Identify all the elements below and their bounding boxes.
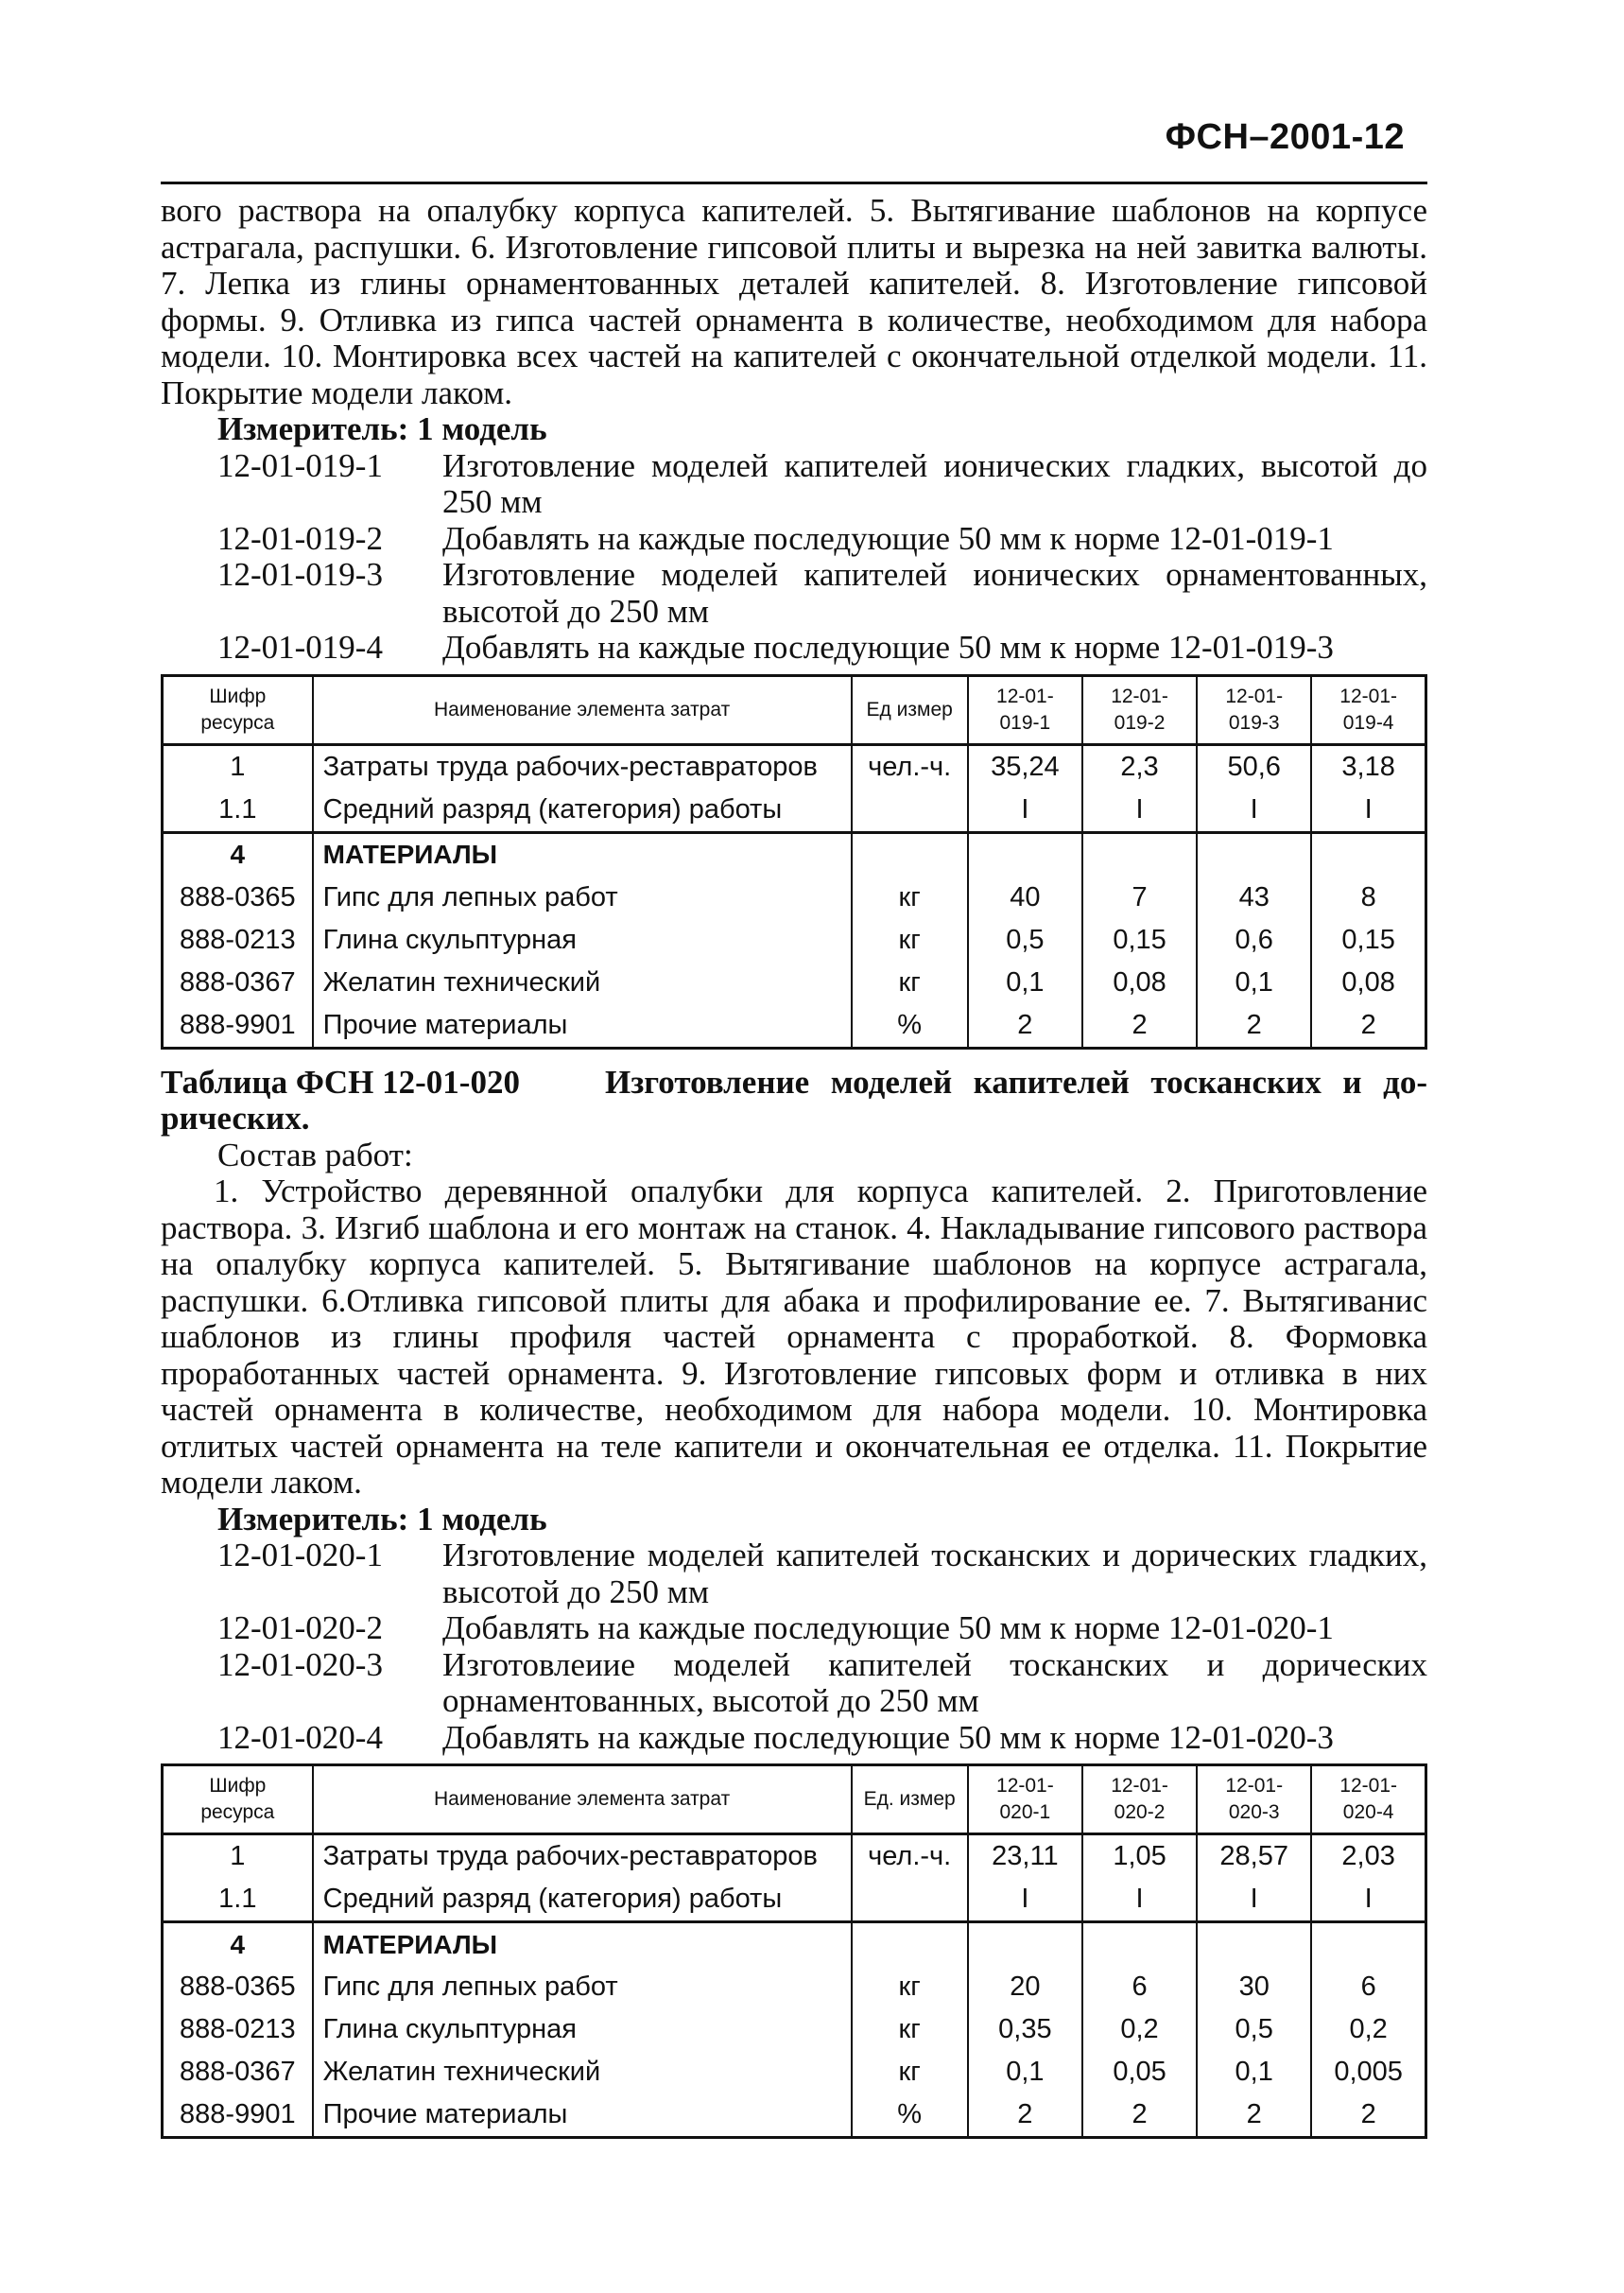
- table-cell: кг: [852, 2008, 968, 2051]
- table-cell: I: [1311, 789, 1425, 833]
- table-row: [163, 744, 1426, 789]
- norm-text: Добавлять на каждые последующие 50 мм к норме 12-01-020-1: [442, 1609, 1334, 1646]
- norm-code: 12-01-020-3: [217, 1645, 383, 1683]
- table-cell: [1311, 832, 1425, 877]
- norm-item: [161, 557, 1427, 630]
- resource-table-019: [161, 674, 1427, 1050]
- table-cell: 1.1: [163, 1878, 313, 1922]
- table-cell: 0,1: [968, 2051, 1082, 2093]
- table-cell: 2: [1311, 2093, 1425, 2138]
- norm-text: Изготовлеиие моделей капителей тосканских и дорических орнаментованных, высотой до 250 мм: [442, 1645, 1427, 1719]
- work-composition-continued: вого раствора на опалубку корпуса капителей. 5. Вытягивание шаблонов на корпусе астрагала, распушки. 6. Изготовление гипсовой плиты и вырезка на ней завитка валюты. 7. Лепка из глины орнаментованных деталей капителей. 8. Изготовление гипсовой формы. 9. Отливка из гипса частей орнамента в количестве, необходимом для набора модели. 10. Монтировка всех частей на капителей с окончательной отделкой модели. 11. Покрытие модели лаком.: [161, 192, 1427, 411]
- table-cell: 2: [1197, 2093, 1311, 2138]
- table-cell: Затраты труда рабочих-реставраторов: [313, 744, 852, 789]
- norm-text: Добавлять на каждые последующие 50 мм к норме 12-01-019-1: [442, 519, 1334, 557]
- table-cell: 888-9901: [163, 1004, 313, 1049]
- document-code: ФСН–2001-12: [1165, 117, 1405, 157]
- table-cell: 2: [1082, 2093, 1197, 2138]
- table-header-row: [163, 675, 1426, 744]
- table-row: [163, 1004, 1426, 1049]
- table-cell: кг: [852, 877, 968, 919]
- header-rule: [161, 182, 1427, 184]
- resource-table-020: [161, 1763, 1427, 2139]
- table-cell: [1197, 832, 1311, 877]
- norms-list: [161, 1537, 1427, 1756]
- table-cell: Глина скульптурная: [313, 2008, 852, 2051]
- work-composition-text: 1. Устройство деревянной опалубки для корпуса капителей. 2. Приготовление раствора. 3. Изгиб шаблона и его монтаж на станок. 4. Накладывание гипсового раствора на опалубку корпуса капителей. 5. Вытягивание шаблонов на корпусе астрагала, распушки. 6.Отливка гипсовой плиты для абака и профилирование ее. 7. Вытягиванис шаблонов из глины профиля частей орнамента с проработкой. 8. Формовка проработанных частей орнамента. 9. Изготовление гипсовых форм и отливка в них частей орнамента в количестве, необходимом для набора модели. 10. Монтировка отлитых частей орнамента на теле капители и окончательная ее отделка. 11. Покрытие модели лаком.: [161, 1173, 1427, 1501]
- page-content: [161, 193, 1427, 2139]
- column-header: 12-01-020-2: [1082, 1765, 1197, 1834]
- table-cell: чел.-ч.: [852, 744, 968, 789]
- column-header: Наименование элемента затрат: [313, 675, 852, 744]
- table-cell: I: [1082, 789, 1197, 833]
- column-header: Шифр ресурса: [163, 1765, 313, 1834]
- table-cell: Прочие материалы: [313, 2093, 852, 2138]
- table-cell: [968, 832, 1082, 877]
- table-cell: I: [1082, 1878, 1197, 1922]
- norm-item: [161, 630, 1427, 667]
- table-cell: 1,05: [1082, 1834, 1197, 1879]
- table-row: [163, 2093, 1426, 2138]
- table-cell: 4: [163, 832, 313, 877]
- table-cell: 0,08: [1311, 962, 1425, 1004]
- table-cell: [1082, 1922, 1197, 1967]
- table-cell: 2: [968, 2093, 1082, 2138]
- table-cell: 2,03: [1311, 1834, 1425, 1879]
- table-cell: Средний разряд (категория) работы: [313, 789, 852, 833]
- table-cell: 888-0213: [163, 2008, 313, 2051]
- norms-list: [161, 448, 1427, 667]
- norm-code: 12-01-019-3: [217, 556, 383, 593]
- table-cell: чел.-ч.: [852, 1834, 968, 1879]
- table-cell: 1: [163, 1834, 313, 1879]
- table-row: [163, 1966, 1426, 2008]
- table-cell: 888-0365: [163, 1966, 313, 2008]
- table-cell: 2: [1082, 1004, 1197, 1049]
- table-cell: 4: [163, 1922, 313, 1967]
- column-header: 12-01-020-4: [1311, 1765, 1425, 1834]
- table-cell: 3,18: [1311, 744, 1425, 789]
- table-cell: 0,5: [968, 919, 1082, 962]
- column-header: 12-01-019-1: [968, 675, 1082, 744]
- table-cell: 888-0365: [163, 877, 313, 919]
- norm-code: 12-01-019-1: [217, 446, 383, 484]
- table-cell: 0,35: [968, 2008, 1082, 2051]
- table-cell: 0,005: [1311, 2051, 1425, 2093]
- table-row: [163, 2008, 1426, 2051]
- table-row: [163, 1834, 1426, 1879]
- table-cell: Прочие материалы: [313, 1004, 852, 1049]
- table-row: [163, 1922, 1426, 1967]
- norm-item: [161, 521, 1427, 558]
- meter-label: Измеритель: 1 модель: [217, 410, 547, 447]
- column-header: Ед измер: [852, 675, 968, 744]
- table-cell: кг: [852, 962, 968, 1004]
- table-cell: 50,6: [1197, 744, 1311, 789]
- norm-text: Изготовление моделей капителей ионических гладких, высотой до 250 мм: [442, 446, 1427, 520]
- norm-code: 12-01-019-4: [217, 629, 383, 666]
- norm-code: 12-01-020-2: [217, 1609, 383, 1646]
- table-cell: Гипс для лепных работ: [313, 877, 852, 919]
- column-header: 12-01-019-3: [1197, 675, 1311, 744]
- meter-label: Измеритель: 1 модель: [217, 1500, 547, 1537]
- table-title: [161, 1065, 1427, 1102]
- norm-item: [161, 448, 1427, 521]
- table-cell: 0,05: [1082, 2051, 1197, 2093]
- table-cell: [852, 1878, 968, 1922]
- table-cell: 888-0367: [163, 2051, 313, 2093]
- table-cell: I: [968, 1878, 1082, 1922]
- norm-text: Изготовление моделей капителей ионических орнаментованных, высотой до 250 мм: [442, 556, 1427, 630]
- table-cell: 28,57: [1197, 1834, 1311, 1879]
- table-cell: 40: [968, 877, 1082, 919]
- table-cell: кг: [852, 2051, 968, 2093]
- table-cell: [1082, 832, 1197, 877]
- table-cell: Желатин технический: [313, 962, 852, 1004]
- table-cell: [1311, 1922, 1425, 1967]
- table-cell: 7: [1082, 877, 1197, 919]
- table-cell: I: [1197, 789, 1311, 833]
- table-cell: 30: [1197, 1966, 1311, 2008]
- table-cell: 2: [1311, 1004, 1425, 1049]
- table-cell: 1: [163, 744, 313, 789]
- table-cell: [852, 832, 968, 877]
- table-cell: МАТЕРИАЛЫ: [313, 1922, 852, 1967]
- norm-text: Изготовление моделей капителей тосканских и дорических гладких, высотой до 250 мм: [442, 1537, 1427, 1610]
- norm-item: [161, 1720, 1427, 1757]
- norm-code: 12-01-020-1: [217, 1537, 383, 1573]
- table-cell: 888-9901: [163, 2093, 313, 2138]
- table-cell: 2: [1197, 1004, 1311, 1049]
- table-cell: 0,1: [968, 962, 1082, 1004]
- work-composition-label: Состав работ:: [217, 1136, 413, 1173]
- table-cell: I: [1197, 1878, 1311, 1922]
- table-name: Изготовление моделей капителей тосканских и до-: [605, 1063, 1427, 1101]
- column-header: Наименование элемента затрат: [313, 1765, 852, 1834]
- column-header: Шифр ресурса: [163, 675, 313, 744]
- table-cell: %: [852, 2093, 968, 2138]
- table-cell: 43: [1197, 877, 1311, 919]
- table-cell: 6: [1311, 1966, 1425, 2008]
- norm-text: Добавлять на каждые последующие 50 мм к норме 12-01-020-3: [442, 1718, 1334, 1756]
- column-header: 12-01-020-1: [968, 1765, 1082, 1834]
- table-cell: кг: [852, 1966, 968, 2008]
- norm-item: [161, 1610, 1427, 1647]
- table-row: [163, 2051, 1426, 2093]
- table-cell: 0,1: [1197, 2051, 1311, 2093]
- table-cell: 23,11: [968, 1834, 1082, 1879]
- table-cell: %: [852, 1004, 968, 1049]
- table-cell: [1197, 1922, 1311, 1967]
- table-number: Таблица ФСН 12-01-020: [161, 1063, 520, 1101]
- table-row: [163, 919, 1426, 962]
- norm-text: Добавлять на каждые последующие 50 мм к норме 12-01-019-3: [442, 629, 1334, 666]
- table-cell: кг: [852, 919, 968, 962]
- table-header-row: [163, 1765, 1426, 1834]
- table-row: [163, 962, 1426, 1004]
- table-row: [163, 832, 1426, 877]
- table-cell: Затраты труда рабочих-реставраторов: [313, 1834, 852, 1879]
- table-cell: 1.1: [163, 789, 313, 833]
- table-cell: 0,2: [1082, 2008, 1197, 2051]
- table-cell: 0,1: [1197, 962, 1311, 1004]
- norm-code: 12-01-019-2: [217, 519, 383, 557]
- table-name-continued: рических.: [161, 1100, 310, 1137]
- table-cell: 0,15: [1082, 919, 1197, 962]
- table-cell: I: [968, 789, 1082, 833]
- table-cell: I: [1311, 1878, 1425, 1922]
- column-header: 12-01-020-3: [1197, 1765, 1311, 1834]
- table-cell: 2,3: [1082, 744, 1197, 789]
- column-header: 12-01-019-2: [1082, 675, 1197, 744]
- norm-item: [161, 1537, 1427, 1610]
- table-row: [163, 877, 1426, 919]
- norm-code: 12-01-020-4: [217, 1718, 383, 1756]
- table-row: [163, 789, 1426, 833]
- table-cell: 888-0367: [163, 962, 313, 1004]
- table-cell: МАТЕРИАЛЫ: [313, 832, 852, 877]
- table-cell: 0,08: [1082, 962, 1197, 1004]
- table-cell: 6: [1082, 1966, 1197, 2008]
- table-cell: Гипс для лепных работ: [313, 1966, 852, 2008]
- table-cell: 2: [968, 1004, 1082, 1049]
- table-cell: 35,24: [968, 744, 1082, 789]
- table-cell: 0,15: [1311, 919, 1425, 962]
- table-cell: 0,2: [1311, 2008, 1425, 2051]
- table-row: [163, 1878, 1426, 1922]
- column-header: 12-01-019-4: [1311, 675, 1425, 744]
- table-cell: Средний разряд (категория) работы: [313, 1878, 852, 1922]
- table-cell: [852, 1922, 968, 1967]
- table-cell: [852, 789, 968, 833]
- norm-item: [161, 1647, 1427, 1720]
- table-cell: 0,6: [1197, 919, 1311, 962]
- table-cell: 0,5: [1197, 2008, 1311, 2051]
- table-cell: Желатин технический: [313, 2051, 852, 2093]
- table-cell: 20: [968, 1966, 1082, 2008]
- table-cell: 888-0213: [163, 919, 313, 962]
- table-cell: 8: [1311, 877, 1425, 919]
- table-cell: [968, 1922, 1082, 1967]
- table-cell: Глина скульптурная: [313, 919, 852, 962]
- column-header: Ед. измер: [852, 1765, 968, 1834]
